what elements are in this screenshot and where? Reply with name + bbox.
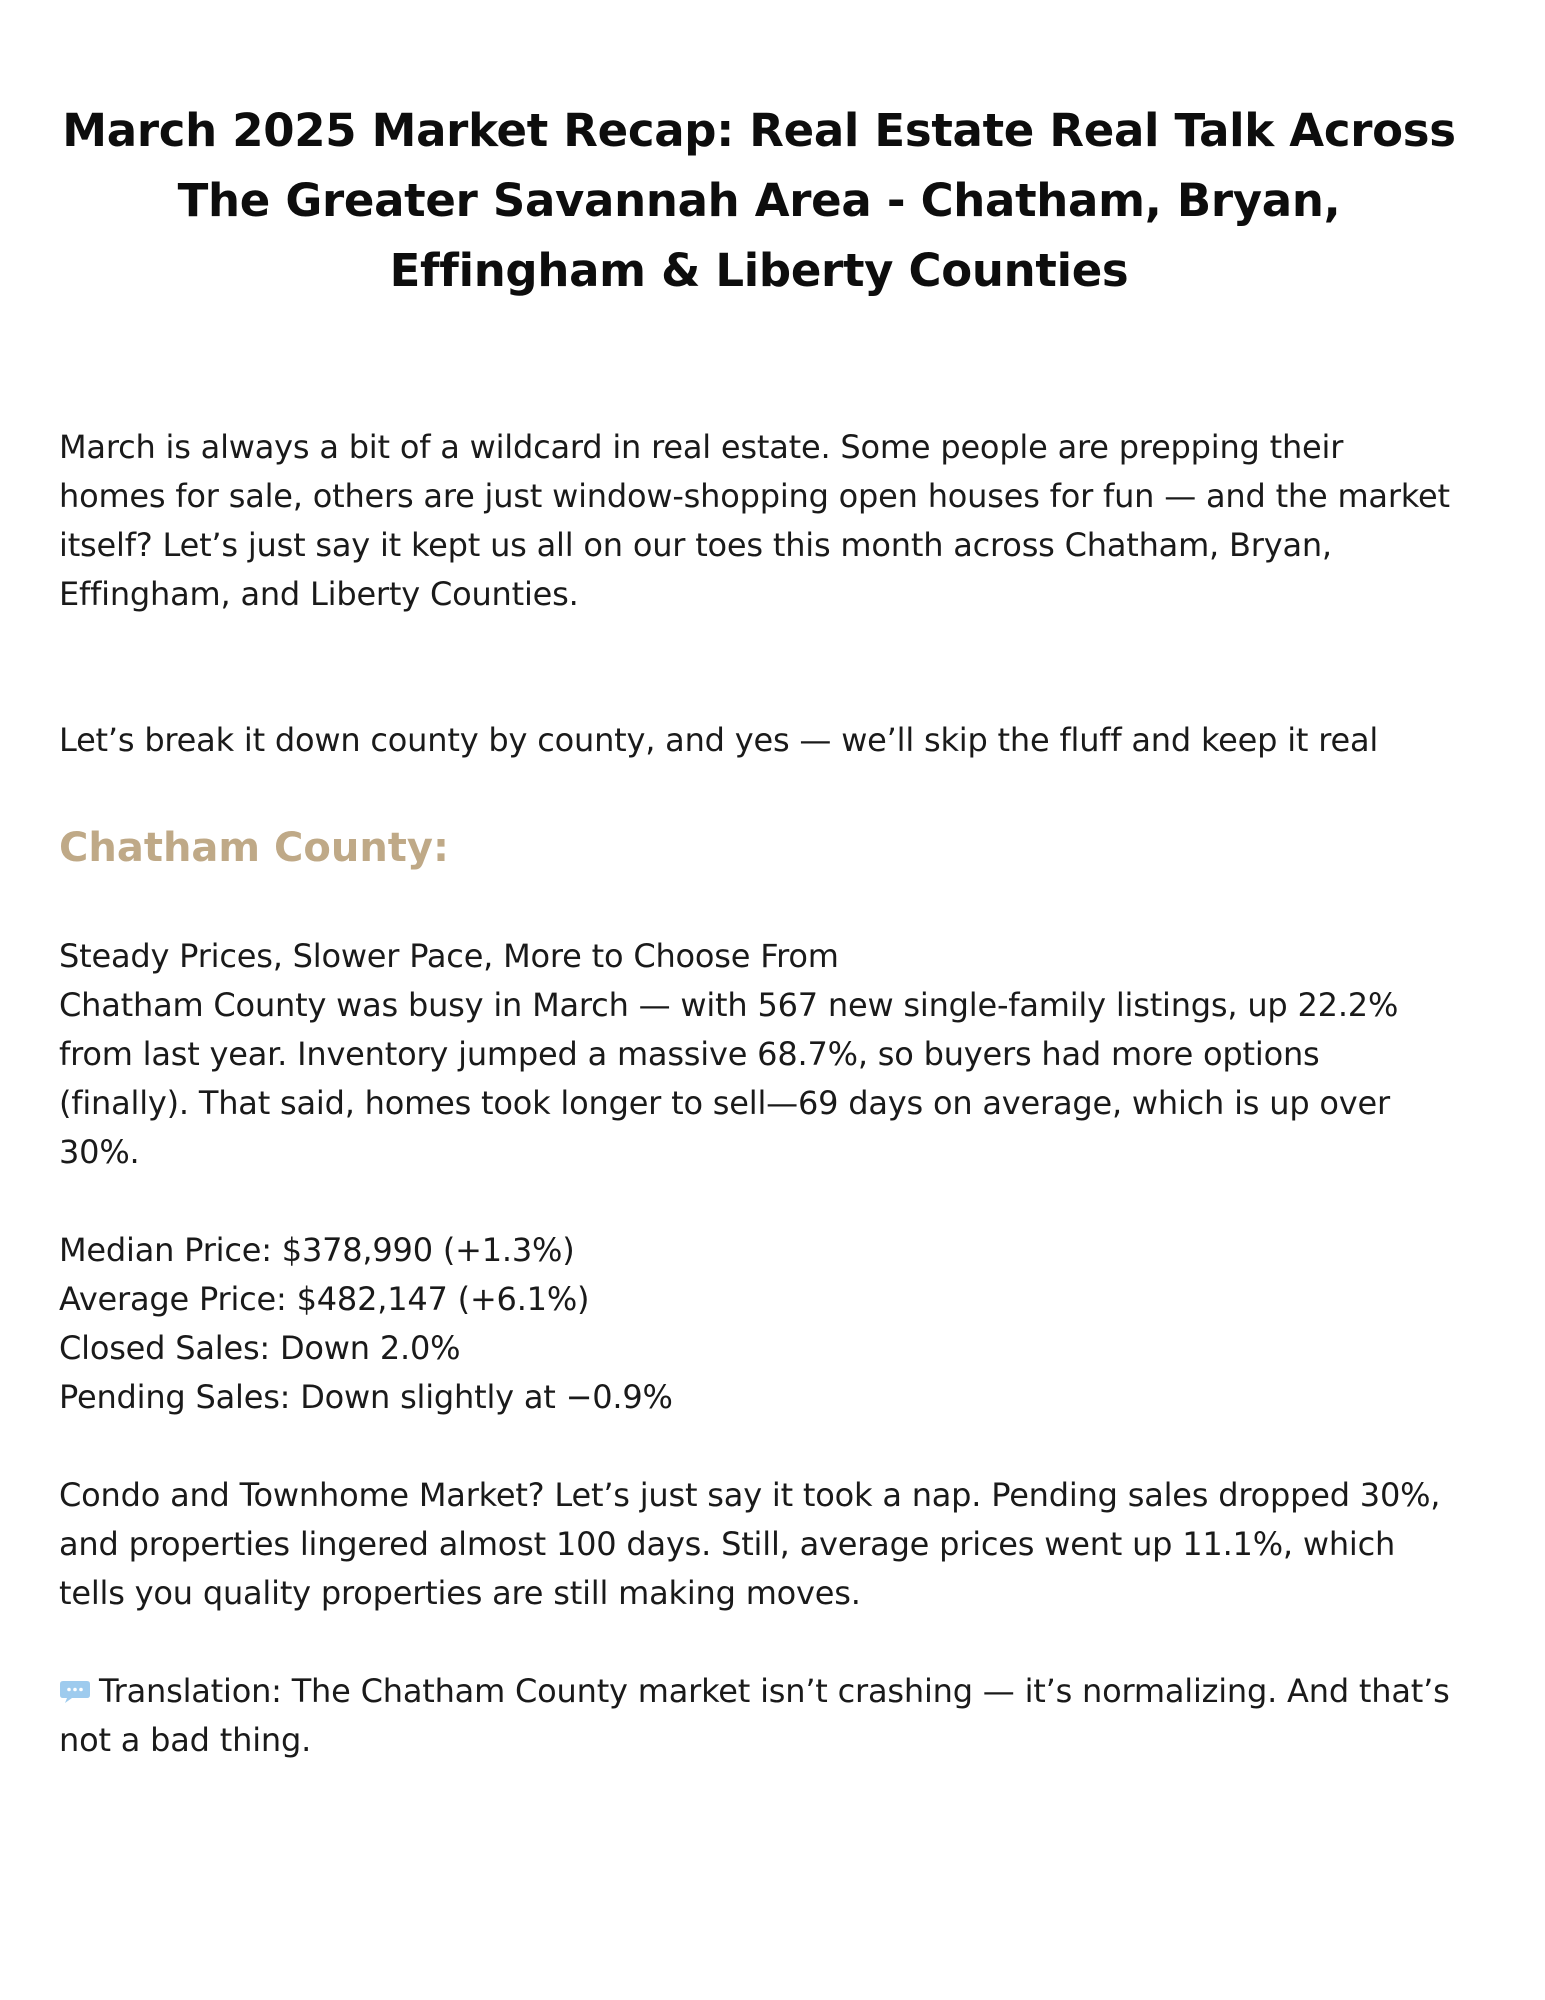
intro-paragraph: March is always a bit of a wildcard in real estate. Some people are prepping their homes for sale, others are just window-shopping open houses for fun — and the market itself? Let’s just say it kept us all on our toes this month across Chatham, Bryan, Effingham, and Liberty Counties. xyxy=(59,428,1450,613)
condo-townhome-paragraph: Condo and Townhome Market? Let’s just say it took a nap. Pending sales dropped 30%, and properties lingered almost 100 days. Still, average prices went up 11.1%, which tells you quality properties are still making moves. xyxy=(59,1476,1441,1612)
chatham-summary: Chatham County was busy in March — with 567 new single-family listings, up 22.2% from last year. Inventory jumped a massive 68.7%, so buyers had more options (finally). That said, homes took longer to sell—69 days on average, which is up over 30%. xyxy=(59,986,1399,1171)
chatham-county-heading: Chatham County: xyxy=(59,825,449,871)
translation-paragraph xyxy=(59,1667,1459,1765)
article-title: March 2025 Market Recap: Real Estate Real Talk Across The Greater Savannah Area - Chatham, Bryan, Effingham & Liberty Counties xyxy=(62,104,1456,297)
median-price-stat: Median Price: $378,990 (+1.3%) xyxy=(59,1231,575,1269)
breakdown-paragraph: Let’s break it down county by county, and yes — we’ll skip the fluff and keep it real xyxy=(59,721,1379,759)
chatham-stats-list xyxy=(59,1226,1459,1422)
chatham-subheading: Steady Prices, Slower Pace, More to Choose From xyxy=(59,937,839,975)
pending-sales-stat: Pending Sales: Down slightly at −0.9% xyxy=(59,1378,673,1416)
speech-bubble-icon xyxy=(59,1669,91,1693)
article xyxy=(59,96,1459,1765)
closed-sales-stat: Closed Sales: Down 2.0% xyxy=(59,1329,461,1367)
translation-text: Translation: The Chatham County market isn’t crashing — it’s normalizing. And that’s not a bad thing. xyxy=(59,1672,1450,1759)
average-price-stat: Average Price: $482,147 (+6.1%) xyxy=(59,1280,590,1318)
chatham-overview xyxy=(59,932,1459,1177)
